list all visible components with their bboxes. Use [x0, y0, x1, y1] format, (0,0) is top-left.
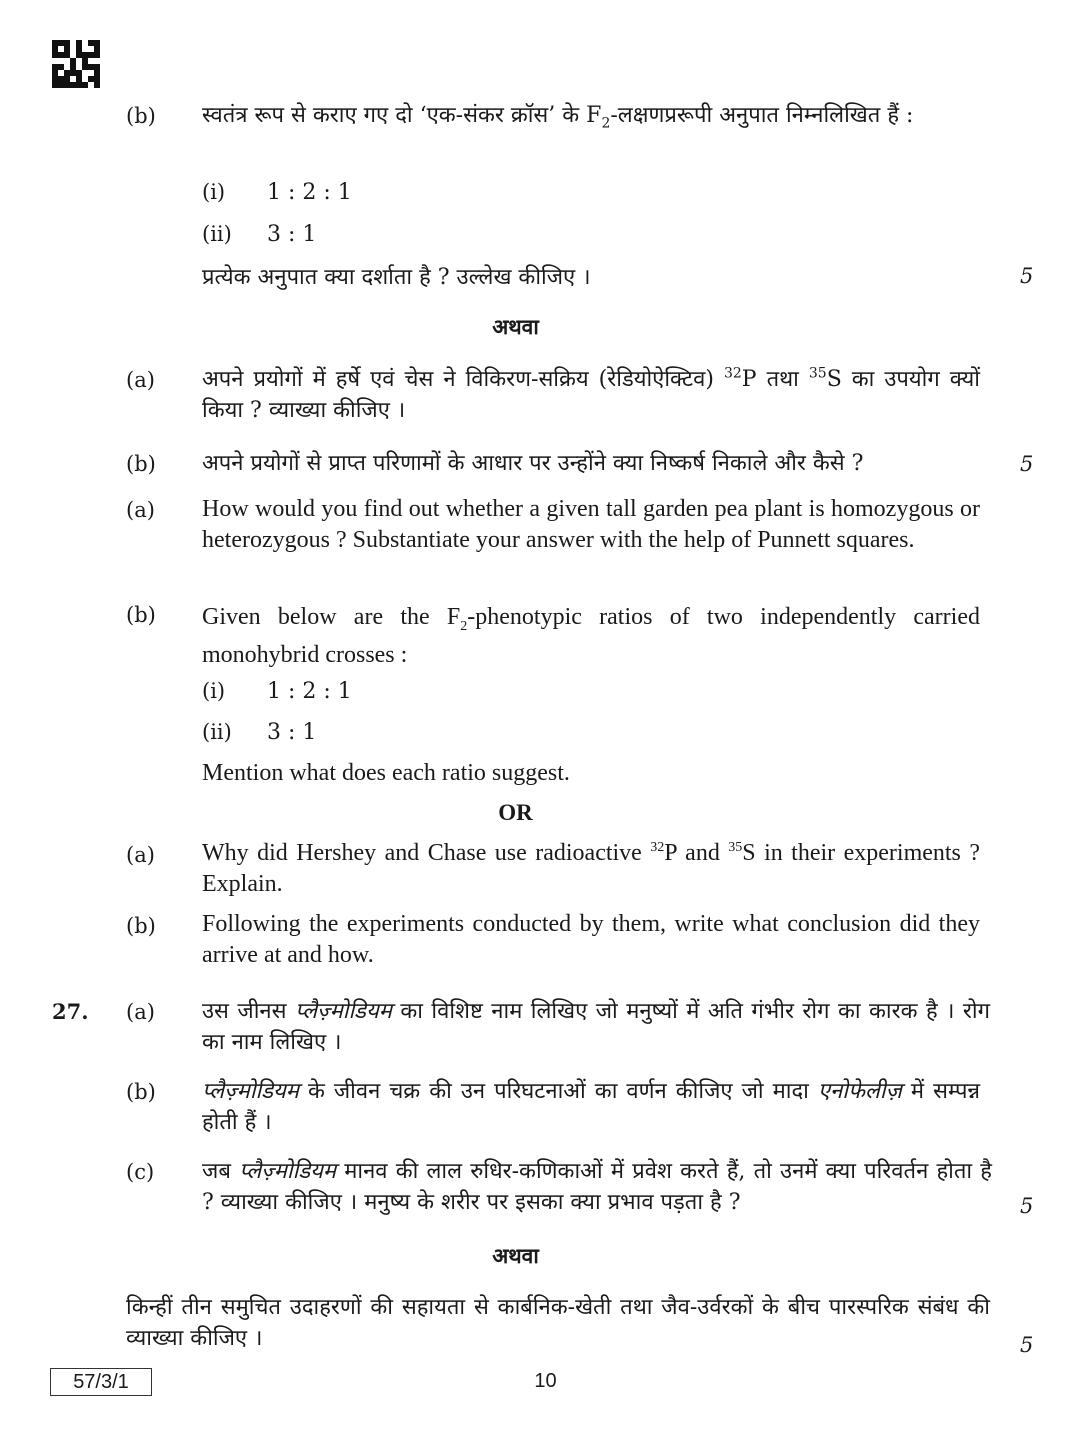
- ratio-value: 1 : 2 : 1: [267, 180, 352, 205]
- question-b-hindi: स्वतंत्र रूप से कराए गए दो ‘एक-संकर क्रॉस’ के $F_2-लक्षणप्ररूपी$ अनुपात निम्नलिखित हैं :: [202, 103, 914, 132]
- or-heading-english: OR: [498, 800, 533, 825]
- marks: 5: [1020, 1333, 1034, 1357]
- or-heading-hindi: अथवा: [492, 1243, 539, 1268]
- item-label-b: (b): [126, 603, 156, 627]
- item-label-b: (b): [126, 452, 156, 476]
- question-text: Mention what does each ratio suggest.: [202, 760, 570, 786]
- question-a-english: How would you find out whether a given tall garden pea plant is homozygous or heterozygous ? Substantiate your answer with the help of Punnett squares.: [202, 496, 980, 553]
- question-27b: प्लैज़्मोडियम के जीवन चक्र की उन परिघटनाओं का वर्णन कीजिए जो मादा एनोफेलीज़ में सम्पन्न होती हैं ।: [202, 1079, 980, 1135]
- question-b-english-or: Following the experiments conducted by them, write what conclusion did they arrive at and how.: [202, 911, 980, 968]
- paper-code: 57/3/1: [50, 1368, 152, 1396]
- item-label-c: (c): [126, 1160, 155, 1184]
- item-label-a: (a): [126, 498, 155, 522]
- question-27-or: किन्हीं तीन समुचित उदाहरणों की सहायता से कार्बनिक-खेती तथा जैव-उर्वरकों के बीच पारस्परिक संबंध की व्याख्या कीजिए ।: [126, 1295, 990, 1351]
- marks: 5: [1020, 1194, 1034, 1218]
- item-label-b: (b): [126, 914, 156, 938]
- question-27a: उस जीनस प्लैज़्मोडियम का विशिष्ट नाम लिखिए जो मनुष्यों में अति गंभीर रोग का कारक है । रोग का नाम लिखिए ।: [202, 999, 990, 1055]
- qr-code: [52, 40, 100, 88]
- subitem-label: (i): [202, 679, 226, 703]
- question-27c: जब प्लैज़्मोडियम मानव की लाल रुधिर-कणिकाओं में प्रवेश करते हैं, तो उनमें क्या परिवर्तन होता है ? व्याख्या कीजिए । मनुष्य के शरीर पर इसका क्या प्रभाव पड़ता है ?: [202, 1159, 992, 1215]
- ratio-value: 3 : 1: [267, 720, 317, 745]
- question-number: 27.: [52, 999, 89, 1024]
- question-text: प्रत्येक अनुपात क्या दर्शाता है ? उल्लेख कीजिए ।: [202, 265, 591, 290]
- item-label-a: (a): [126, 368, 155, 392]
- question-a-hindi: अपने प्रयोगों में हर्षे एवं चेस ने विकिरण-सक्रिय (रेडियोऐक्टिव) $^{32}$P तथा $^{35}$S का उपयोग क्यों किया ? व्याख्या कीजिए ।: [202, 365, 980, 423]
- subitem-label: (i): [202, 180, 226, 204]
- marks: 5: [1020, 264, 1034, 288]
- item-label-a: (a): [126, 1000, 155, 1024]
- marks: 5: [1020, 452, 1034, 476]
- item-label-a: (a): [126, 843, 155, 867]
- page-number: 10: [534, 1370, 557, 1392]
- question-b-english: Given below are the $F_2$-phenotypic ratios of two independently carried monohybrid crosses :: [202, 604, 980, 668]
- ratio-value: 3 : 1: [267, 222, 317, 247]
- subitem-label: (ii): [202, 720, 232, 744]
- ratio-value: 1 : 2 : 1: [267, 679, 352, 704]
- question-a-english-or: Why did Hershey and Chase use radioactive $^{32}$P and $^{35}$S in their experiments ? Explain.: [202, 840, 980, 897]
- subitem-label: (ii): [202, 222, 232, 246]
- or-heading-hindi: अथवा: [492, 314, 539, 339]
- question-b-hindi-or: अपने प्रयोगों से प्राप्त परिणामों के आधार पर उन्होंने क्या निष्कर्ष निकाले और कैसे ?: [202, 451, 864, 476]
- item-label-b: (b): [126, 1080, 156, 1104]
- item-label-b: (b): [126, 104, 156, 128]
